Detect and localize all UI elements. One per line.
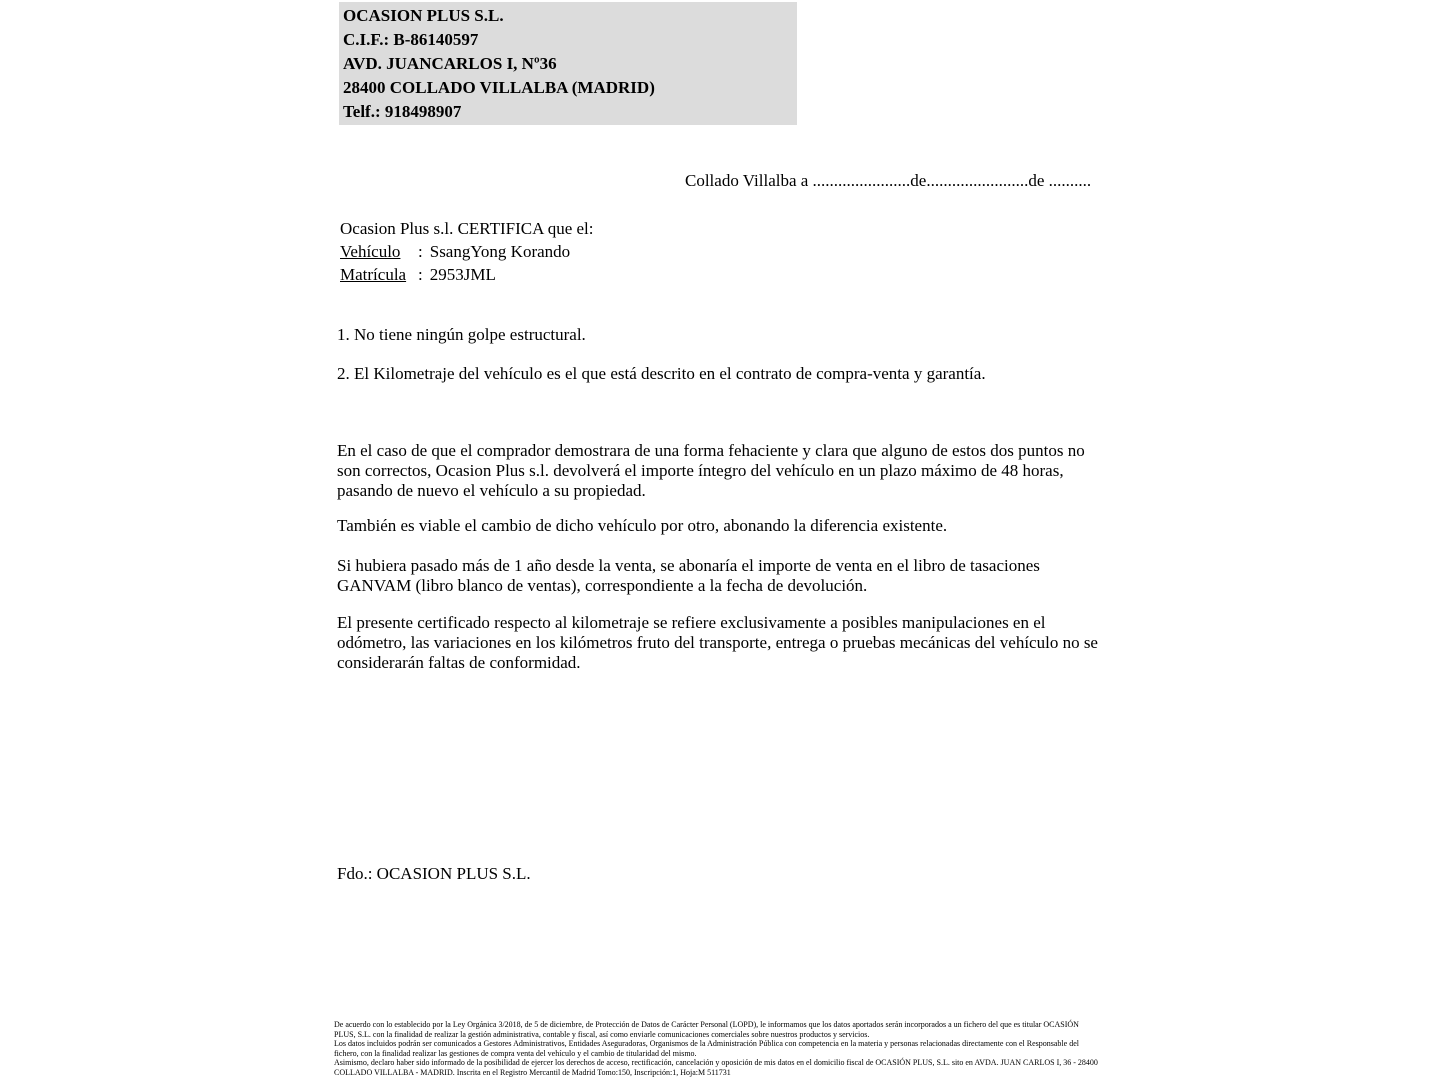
vehicle-field-label: Vehículo [340, 242, 401, 261]
date-line: Collado Villalba a .......................de........................de .......... [685, 171, 1092, 190]
condition-item-2: 2. El Kilometraje del vehículo es el que está descrito en el contrato de compra-venta y garantía. [337, 364, 986, 383]
signature-line: Fdo.: OCASION PLUS S.L. [337, 864, 531, 883]
condition-item-1: 1. No tiene ningún golpe estructural. [337, 325, 586, 344]
letterhead-cif: C.I.F.: B-86140597 [343, 30, 479, 49]
vehicle-field-row [340, 240, 594, 263]
letterhead-phone: Telf.: 918498907 [343, 102, 462, 121]
letterhead-city: 28400 COLLADO VILLALBA (MADRID) [343, 78, 655, 97]
legal-footer-paragraph-rights: Asimismo, declaro haber sido informado de la posibilidad de ejercer los derechos de acceso, rectificación, cancelación y oposición de mis datos en el domicilio fiscal de OCASIÓN PLUS, S.L. sito en AVDA. JUAN CARLOS I, 36 - 28400 COLLADO VILLALBA - MADRID. Inscrita en el Registro Mercantil de Madrid Tomo:150, Inscripción:1, Hoja:M 511731 [334, 1058, 1098, 1077]
letterhead-company: OCASION PLUS S.L. [343, 6, 504, 25]
plate-field-value: 2953JML [429, 265, 496, 284]
plate-field-separator: : [418, 265, 423, 284]
legal-footer-paragraph-data-sharing: Los datos incluidos podrán ser comunicados a Gestores Administrativos, Entidades Aseguradoras, Organismos de la Administración Pública con competencia en la materia y personas relacionadas directamente con el Responsable del fichero, con la finalidad realizar las gestiones de compra venta del vehículo y el cambio de titularidad del mismo. [334, 1039, 1079, 1058]
vehicle-field-value: SsangYong Korando [429, 242, 571, 261]
legal-footer-paragraph-lopd: De acuerdo con lo establecido por la Ley Orgánica 3/2018, de 5 de diciembre, de Protección de Datos de Carácter Personal (LOPD), le informamos que los datos aportados serán incorporados a un fichero del que es titular OCASIÓN PLUS, S.L. con la finalidad de realizar la gestión administrativa, contable y fiscal, así como enviarle comunicaciones comerciales sobre nuestros productos y servicios. [334, 1020, 1079, 1039]
plate-field-row [340, 263, 594, 286]
certification-block [340, 217, 594, 286]
plate-field-label: Matrícula [340, 265, 407, 284]
certification-intro: Ocasion Plus s.l. CERTIFICA que el: [340, 219, 594, 238]
paragraph-odometer-disclaimer: El presente certificado respecto al kilometraje se refiere exclusivamente a posibles manipulaciones en el odómetro, las variaciones en los kilómetros fruto del transporte, entrega o pruebas mecánicas del vehículo no se considerarán faltas de conformidad. [337, 613, 1098, 672]
letterhead [339, 2, 797, 125]
paragraph-refund-terms: En el caso de que el comprador demostrara de una forma fehaciente y clara que alguno de estos dos puntos no son correctos, Ocasion Plus s.l. devolverá el importe íntegro del vehículo en un plazo máximo de 48 horas, pasando de nuevo el vehículo a su propiedad. [337, 441, 1085, 500]
paragraph-ganvam-valuation: Si hubiera pasado más de 1 año desde la venta, se abonaría el importe de venta en el libro de tasaciones GANVAM (libro blanco de ventas), correspondiente a la fecha de devolución. [337, 556, 1040, 595]
letterhead-address: AVD. JUANCARLOS I, Nº36 [343, 54, 557, 73]
vehicle-field-separator: : [418, 242, 423, 261]
paragraph-exchange-option: También es viable el cambio de dicho vehículo por otro, abonando la diferencia existente. [337, 516, 948, 535]
legal-footer [334, 1020, 1100, 1077]
